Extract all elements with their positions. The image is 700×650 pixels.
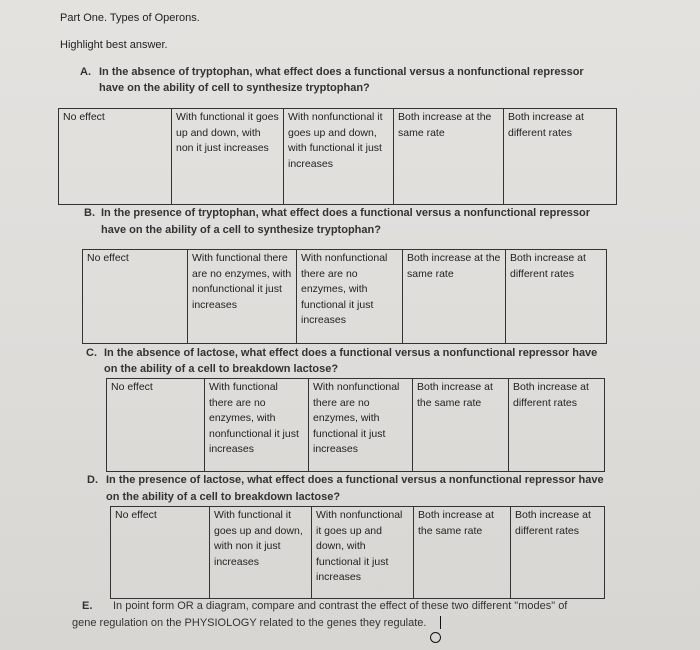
option-a-nonfunctional-oscillates[interactable]: With nonfunctional it goes up and down, with functional it just increases <box>284 109 394 205</box>
circle-cursor-icon <box>430 632 441 643</box>
question-b-line1: In the presence of tryptophan, what effect does a functional versus a nonfunctional repressor <box>101 207 590 219</box>
answer-grid-d <box>110 506 605 599</box>
option-c-same-rate[interactable]: Both increase at the same rate <box>413 379 509 472</box>
option-c-different-rates[interactable]: Both increase at different rates <box>509 379 605 472</box>
option-a-different-rates[interactable]: Both increase at different rates <box>504 109 617 205</box>
option-d-functional-oscillates[interactable]: With functional it goes up and down, with non it just increases <box>210 507 312 599</box>
question-b-line2: have on the ability of a cell to synthesize tryptophan? <box>101 224 381 236</box>
question-c-letter: C. <box>86 347 97 359</box>
option-b-no-effect[interactable]: No effect <box>83 250 188 344</box>
question-b-letter: B. <box>84 207 95 219</box>
option-a-functional-oscillates[interactable]: With functional it goes up and down, with non it just increases <box>172 109 284 205</box>
part-title: Part One. Types of Operons. <box>60 12 200 24</box>
question-d-line1: In the presence of lactose, what effect does a functional versus a nonfunctional repressor have <box>106 474 604 486</box>
question-c-line1: In the absence of lactose, what effect does a functional versus a nonfunctional repressor have <box>104 347 598 359</box>
option-c-nonfunctional-no-enzymes[interactable]: With nonfunctional there are no enzymes, with functional it just increases <box>309 379 413 472</box>
question-a-line1: In the absence of tryptophan, what effect does a functional versus a nonfunctional repressor <box>99 66 584 78</box>
question-e-line2: gene regulation on the PHYSIOLOGY related to the genes they regulate. <box>72 617 427 629</box>
question-a-line2: have on the ability of cell to synthesize tryptophan? <box>99 82 370 94</box>
question-d-letter: D. <box>87 474 98 486</box>
option-d-nonfunctional-oscillates[interactable]: With nonfunctional it goes up and down, with functional it just increases <box>312 507 414 599</box>
question-a-letter: A. <box>80 66 91 78</box>
option-b-different-rates[interactable]: Both increase at different rates <box>506 250 607 344</box>
option-a-no-effect[interactable]: No effect <box>59 109 172 205</box>
text-caret <box>440 616 441 629</box>
option-c-functional-no-enzymes[interactable]: With functional there are no enzymes, with nonfunctional it just increases <box>205 379 309 472</box>
option-b-functional-no-enzymes[interactable]: With functional there are no enzymes, with nonfunctional it just increases <box>188 250 297 344</box>
answer-grid-c <box>106 378 605 472</box>
option-c-no-effect[interactable]: No effect <box>107 379 205 472</box>
answer-grid-a <box>58 108 617 205</box>
option-a-same-rate[interactable]: Both increase at the same rate <box>394 109 504 205</box>
option-b-nonfunctional-no-enzymes[interactable]: With nonfunctional there are no enzymes, with functional it just increases <box>297 250 403 344</box>
question-d-line2: on the ability of a cell to breakdown lactose? <box>106 491 341 503</box>
option-d-same-rate[interactable]: Both increase at the same rate <box>414 507 511 599</box>
answer-grid-b <box>82 249 607 344</box>
option-d-different-rates[interactable]: Both increase at different rates <box>511 507 605 599</box>
question-c-line2: on the ability of a cell to breakdown lactose? <box>104 363 339 375</box>
option-d-no-effect[interactable]: No effect <box>111 507 210 599</box>
option-b-same-rate[interactable]: Both increase at the same rate <box>403 250 506 344</box>
instruction: Highlight best answer. <box>60 39 168 51</box>
question-e-letter: E. <box>82 600 93 612</box>
question-e-line1: In point form OR a diagram, compare and contrast the effect of these two different "modes" of <box>113 600 568 612</box>
